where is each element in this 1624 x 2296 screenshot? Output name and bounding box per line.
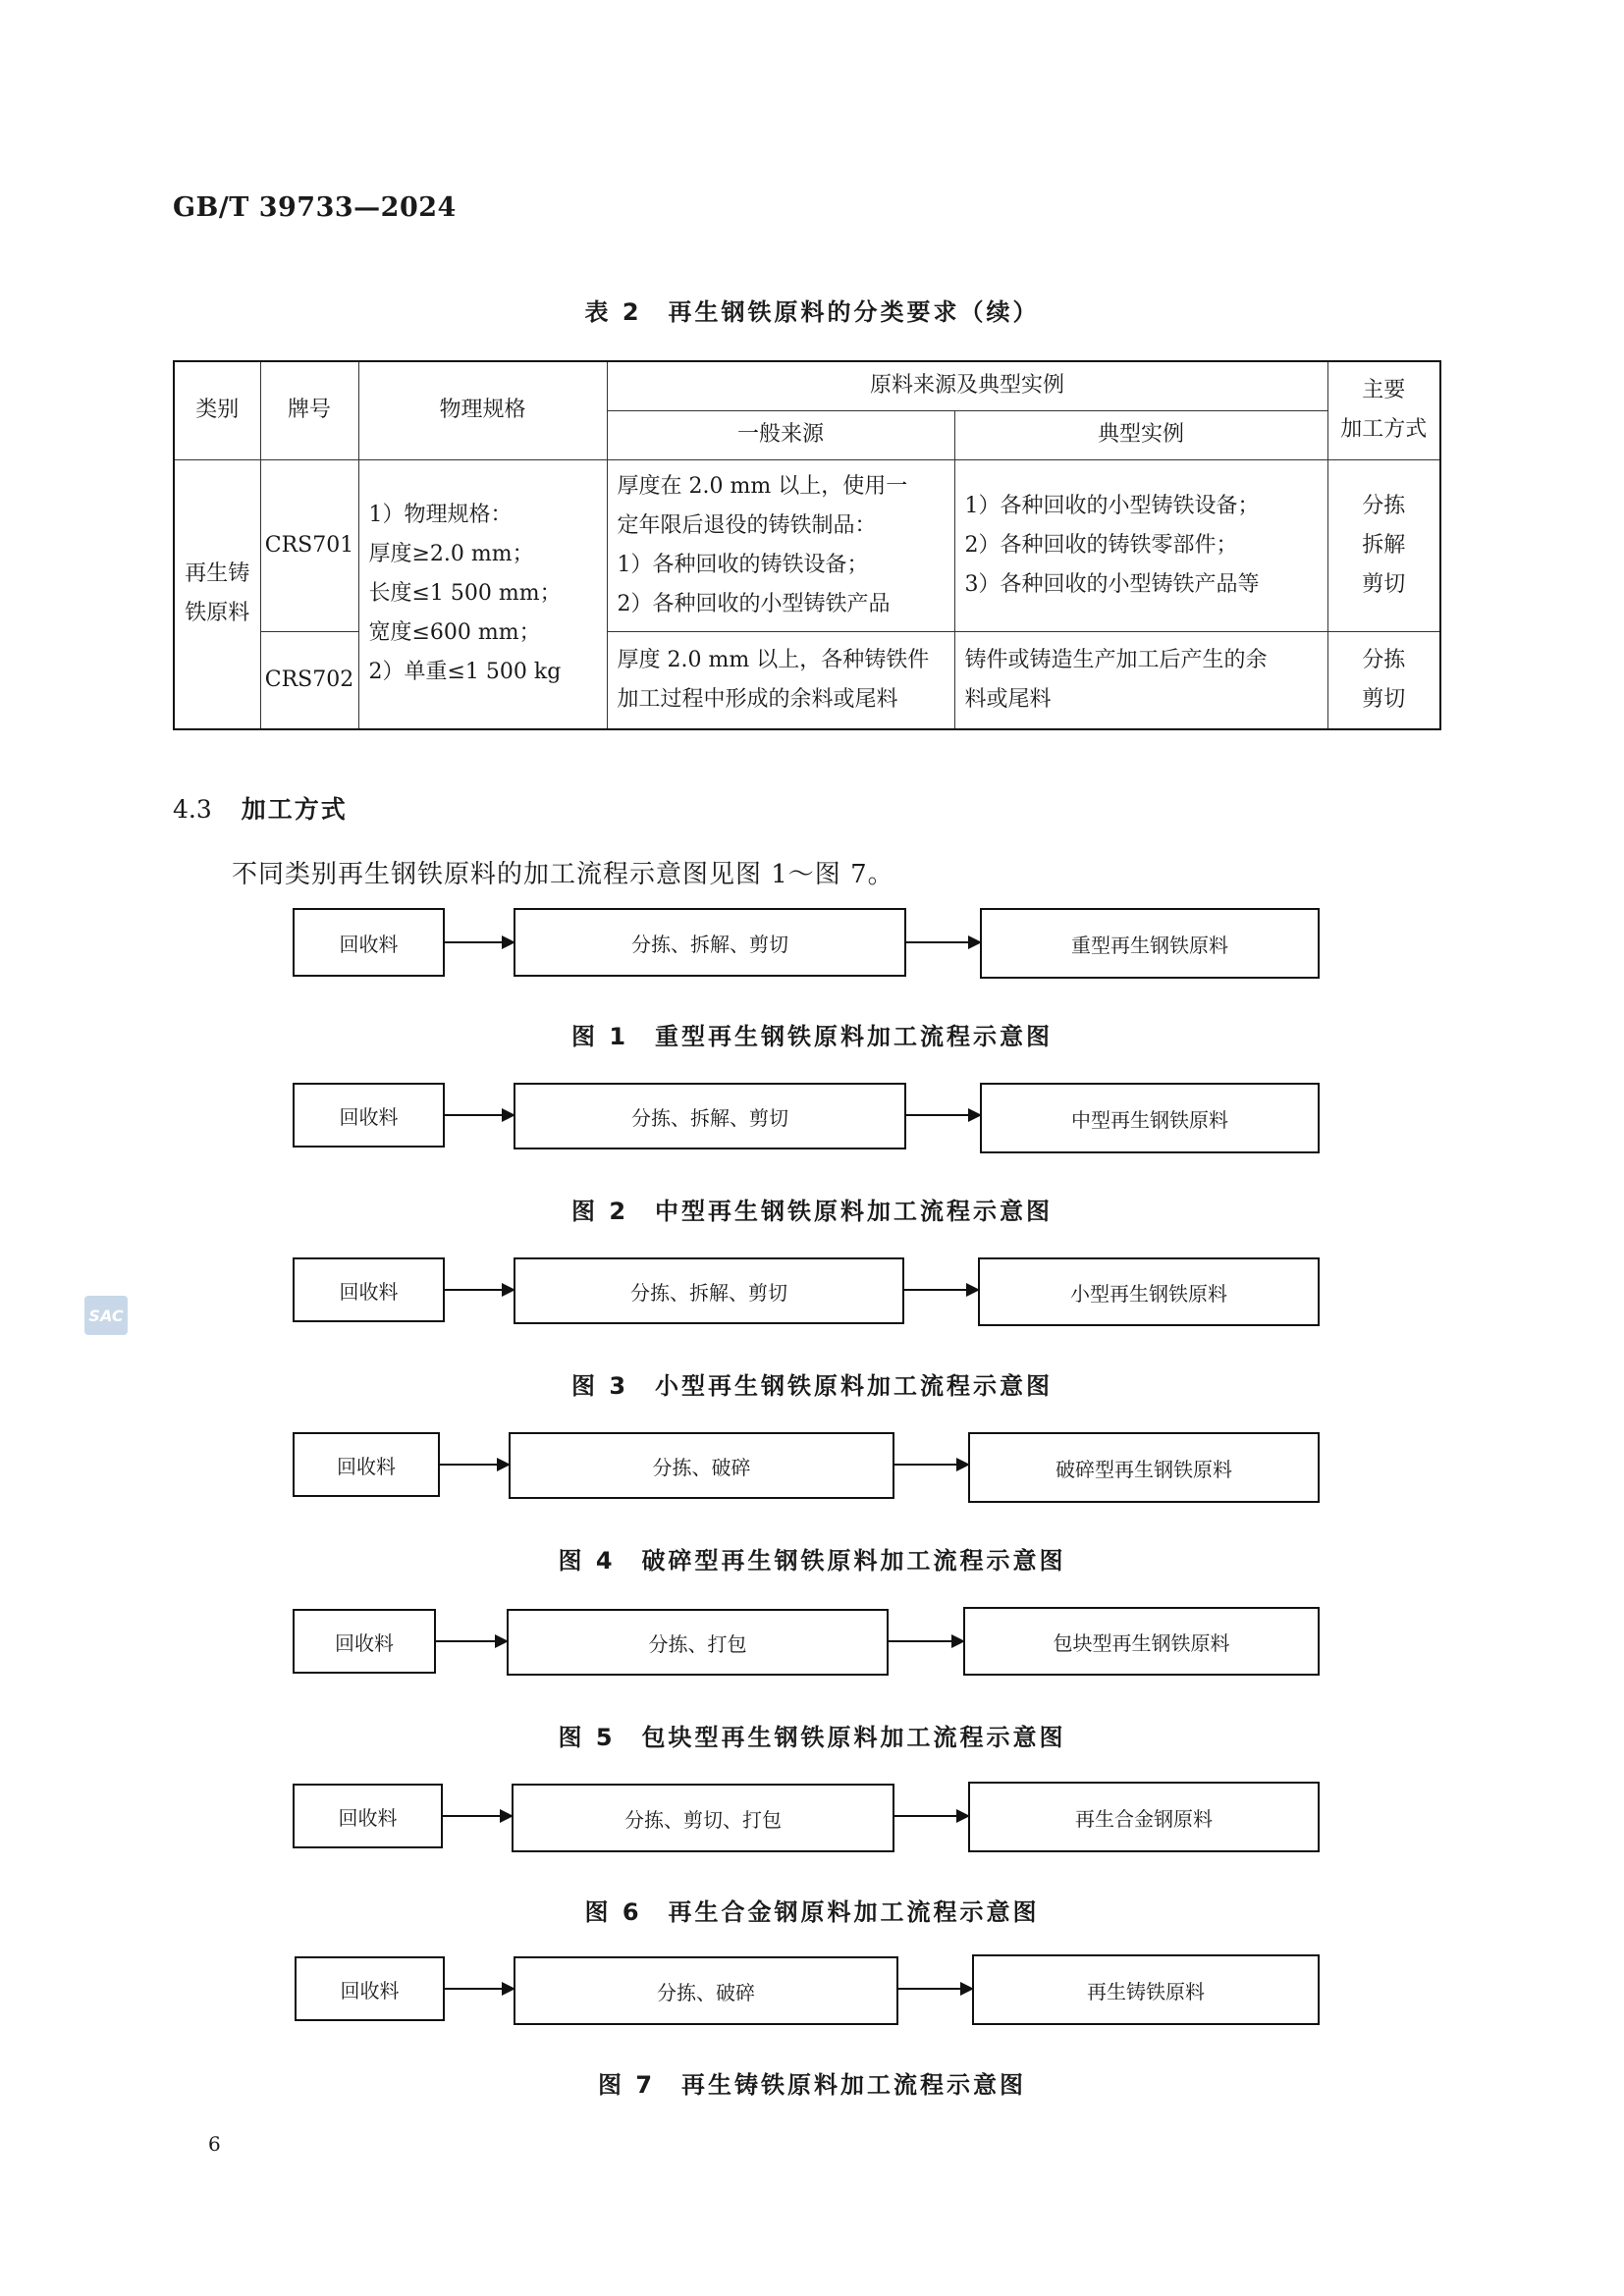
header-source-group: 原料来源及典型实例 [607,361,1327,410]
flow-arrow [436,1640,507,1642]
figure-caption: 图 6 再生合金钢原料加工流程示意图 [584,1898,1040,1926]
flow-process-box: 分拣、拆解、剪切 [514,1257,904,1324]
flow-product-box: 再生合金钢原料 [968,1782,1320,1852]
flow-arrow [898,1988,972,1990]
header-category: 类别 [174,361,260,459]
figure-caption: 图 5 包块型再生钢铁原料加工流程示意图 [558,1724,1066,1751]
flow-process-box: 分拣、剪切、打包 [512,1784,894,1852]
flow-arrow [445,941,514,943]
flow-arrow [445,1988,514,1990]
flow-process-box: 分拣、打包 [507,1609,889,1676]
flow-arrow [894,1464,968,1466]
flow-product-box: 再生铸铁原料 [972,1954,1320,2025]
flow-start-box: 回收料 [293,1432,440,1497]
source-cell: 厚度 2.0 mm 以上，各种铸铁件 加工过程中形成的余料或尾料 [607,631,954,729]
figure-caption: 图 1 重型再生钢铁原料加工流程示意图 [570,1023,1054,1050]
flow-start-box: 回收料 [295,1956,445,2021]
processing-cell: 分拣 剪切 [1327,631,1440,729]
flow-arrow [440,1464,509,1466]
flow-arrow [906,941,980,943]
standard-number: GB/T 39733—2024 [173,192,457,223]
figure-caption: 图 7 再生铸铁原料加工流程示意图 [597,2071,1027,2099]
grade-cell: CRS702 [260,631,358,729]
flow-process-box: 分拣、拆解、剪切 [514,908,906,977]
page-number: 6 [208,2132,221,2156]
figure-caption: 图 3 小型再生钢铁原料加工流程示意图 [570,1372,1054,1400]
flow-start-box: 回收料 [293,908,445,977]
flow-start-box: 回收料 [293,1609,436,1674]
header-typical-example: 典型实例 [954,410,1327,459]
flow-arrow [906,1114,980,1116]
flow-product-box: 重型再生钢铁原料 [980,908,1320,979]
flow-arrow [443,1815,512,1817]
processing-cell: 分拣 拆解 剪切 [1327,459,1440,631]
classification-table [173,360,1441,730]
header-spec: 物理规格 [358,361,607,459]
flow-arrow [889,1640,963,1642]
spec-cell: 1）物理规格： 厚度≥2.0 mm； 长度≤1 500 mm； 宽度≤600 mm； 2）单重≤1 500 kg [358,459,607,729]
flow-product-box: 小型再生钢铁原料 [978,1257,1320,1326]
example-cell: 铸件或铸造生产加工后产生的余 料或尾料 [954,631,1327,729]
flow-arrow [445,1114,514,1116]
source-cell: 厚度在 2.0 mm 以上，使用一 定年限后退役的铸铁制品： 1）各种回收的铸铁设备； 2）各种回收的小型铸铁产品 [607,459,954,631]
section-number: 4.3 [173,795,212,824]
section-title: 加工方式 [241,795,348,824]
sac-watermark-logo: SAC [84,1296,128,1335]
header-general-source: 一般来源 [607,410,954,459]
table-caption: 表 2 再生钢铁原料的分类要求（续） [584,298,1040,326]
flow-arrow [894,1815,968,1817]
figure-caption: 图 4 破碎型再生钢铁原料加工流程示意图 [558,1547,1066,1575]
flow-start-box: 回收料 [293,1083,445,1148]
flow-product-box: 中型再生钢铁原料 [980,1083,1320,1153]
flow-process-box: 分拣、拆解、剪切 [514,1083,906,1149]
flow-product-box: 包块型再生钢铁原料 [963,1607,1320,1676]
header-processing: 主要 加工方式 [1327,361,1440,459]
header-grade: 牌号 [260,361,358,459]
section-heading [173,790,348,826]
category-cell: 再生铸 铁原料 [174,459,260,729]
example-cell: 1）各种回收的小型铸铁设备； 2）各种回收的铸铁零部件； 3）各种回收的小型铸铁产品等 [954,459,1327,631]
flow-arrow [445,1289,514,1291]
flow-process-box: 分拣、破碎 [509,1432,894,1499]
flow-process-box: 分拣、破碎 [514,1956,898,2025]
flow-start-box: 回收料 [293,1784,443,1848]
flow-start-box: 回收料 [293,1257,445,1322]
table-row [174,459,1440,631]
grade-cell: CRS701 [260,459,358,631]
figure-caption: 图 2 中型再生钢铁原料加工流程示意图 [570,1198,1054,1225]
intro-paragraph: 不同类别再生钢铁原料的加工流程示意图见图 1～图 7。 [232,860,894,889]
flow-arrow [904,1289,978,1291]
flow-product-box: 破碎型再生钢铁原料 [968,1432,1320,1503]
